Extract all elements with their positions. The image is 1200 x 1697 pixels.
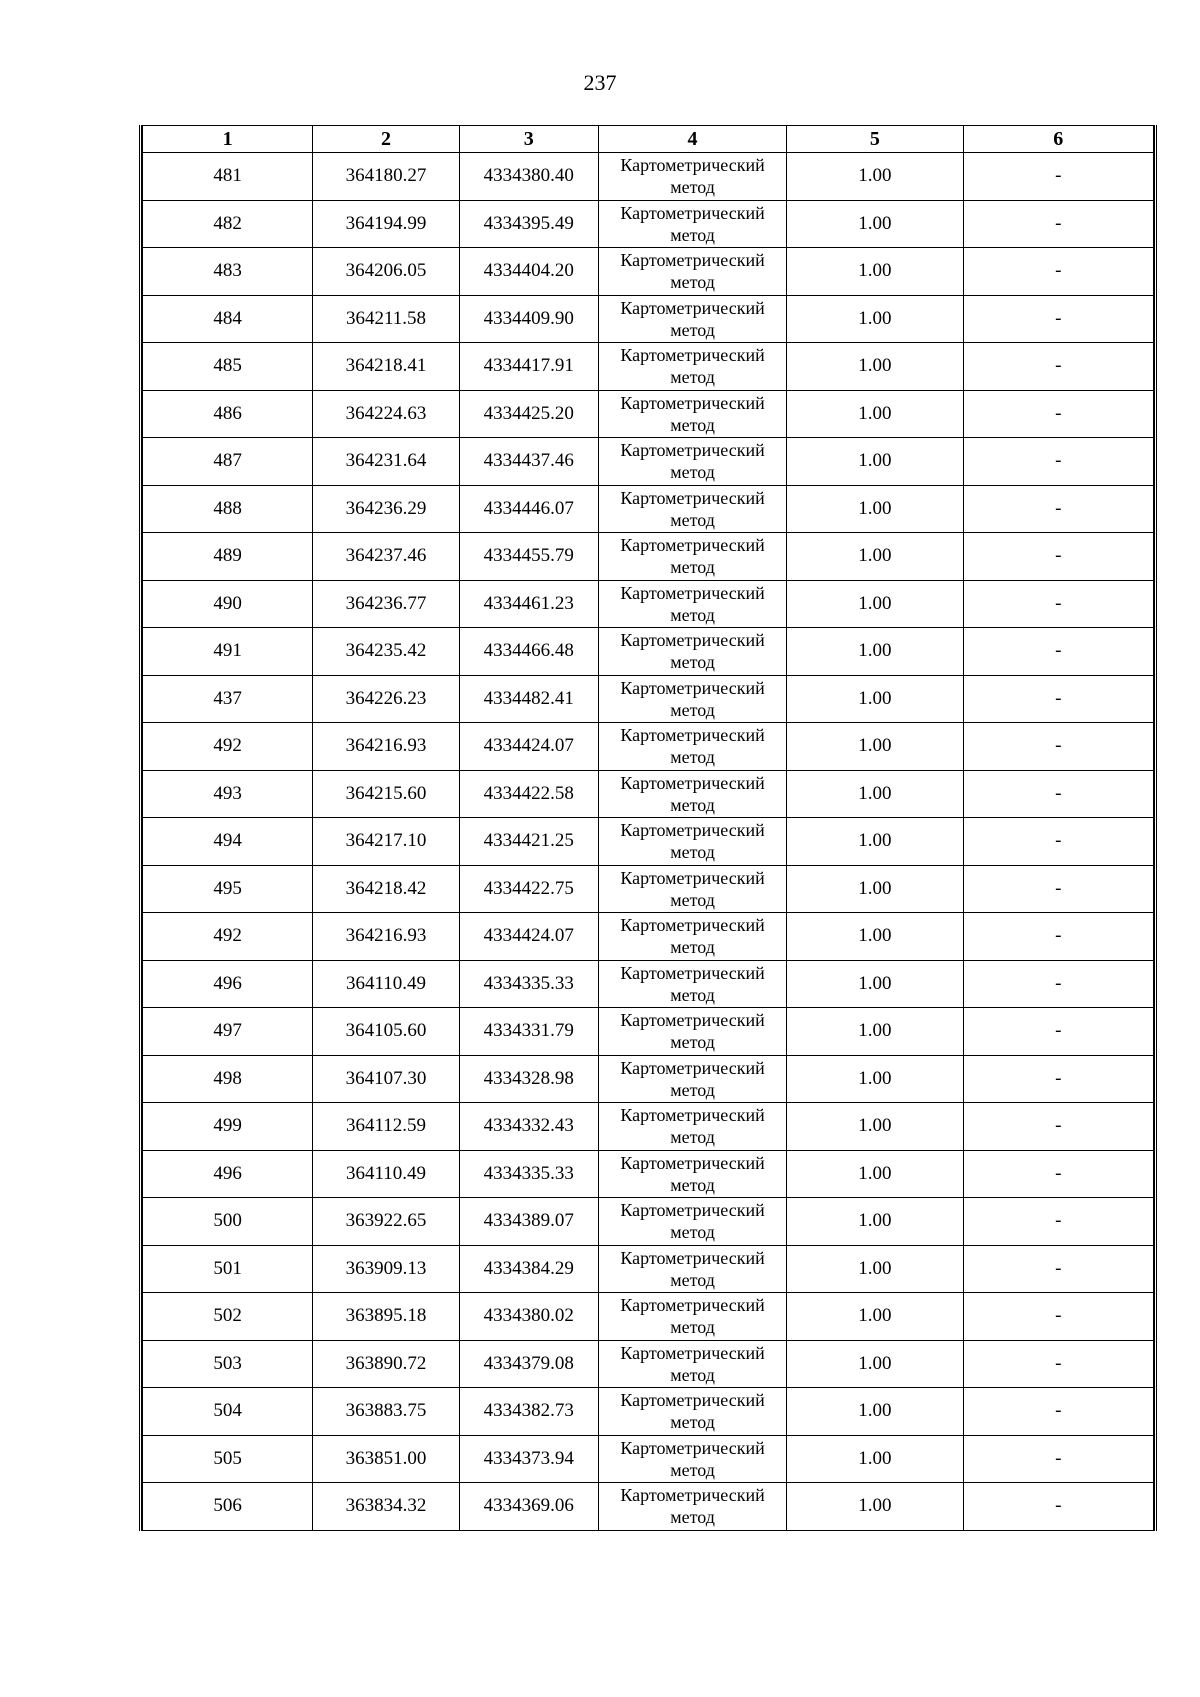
table-row [143,1103,1154,1151]
point-number-cell: 506 [143,1483,313,1531]
method-line-2: метод [670,1222,715,1243]
table-row [143,770,1154,818]
note-cell: - [963,343,1153,391]
point-number-cell: 492 [143,723,313,771]
table-row [143,1340,1154,1388]
table-row [143,675,1154,723]
method-cell [598,438,786,486]
point-number-cell: 483 [143,248,313,296]
x-coordinate-cell: 364110.49 [313,1150,459,1198]
accuracy-cell: 1.00 [787,1388,963,1436]
note-cell: - [963,580,1153,628]
method-cell [598,770,786,818]
method-cell [598,248,786,296]
method-line-1: Картометрический [620,725,765,746]
method-line-1: Картометрический [620,1152,765,1173]
method-line-2: метод [670,1459,715,1480]
x-coordinate-cell: 364107.30 [313,1055,459,1103]
method-cell [598,153,786,201]
y-coordinate-cell: 4334379.08 [459,1340,598,1388]
method-line-2: метод [670,652,715,673]
accuracy-cell: 1.00 [787,1245,963,1293]
table-row [143,1150,1154,1198]
point-number-cell: 481 [143,153,313,201]
accuracy-cell: 1.00 [787,770,963,818]
y-coordinate-cell: 4334409.90 [459,295,598,343]
accuracy-cell: 1.00 [787,485,963,533]
point-number-cell: 437 [143,675,313,723]
x-coordinate-cell: 363895.18 [313,1293,459,1341]
note-cell: - [963,865,1153,913]
accuracy-cell: 1.00 [787,1008,963,1056]
point-number-cell: 501 [143,1245,313,1293]
method-line-2: метод [670,1174,715,1195]
method-line-1: Картометрический [620,630,765,651]
column-header-2: 2 [313,126,459,153]
note-cell: - [963,818,1153,866]
method-cell [598,865,786,913]
accuracy-cell: 1.00 [787,248,963,296]
note-cell: - [963,1055,1153,1103]
accuracy-cell: 1.00 [787,1198,963,1246]
method-cell [598,913,786,961]
table-row [143,533,1154,581]
note-cell: - [963,1293,1153,1341]
accuracy-cell: 1.00 [787,1340,963,1388]
accuracy-cell: 1.00 [787,865,963,913]
x-coordinate-cell: 364226.23 [313,675,459,723]
y-coordinate-cell: 4334395.49 [459,200,598,248]
method-line-1: Картометрический [620,440,765,461]
method-cell [598,1293,786,1341]
note-cell: - [963,1388,1153,1436]
x-coordinate-cell: 364236.29 [313,485,459,533]
method-cell [598,1483,786,1531]
accuracy-cell: 1.00 [787,1483,963,1531]
y-coordinate-cell: 4334384.29 [459,1245,598,1293]
method-cell [598,1008,786,1056]
table-row [143,390,1154,438]
coordinates-table [142,125,1154,1531]
method-line-1: Картометрический [620,250,765,271]
y-coordinate-cell: 4334404.20 [459,248,598,296]
column-header-3: 3 [459,126,598,153]
table-row [143,580,1154,628]
method-cell [598,485,786,533]
accuracy-cell: 1.00 [787,438,963,486]
method-line-1: Картометрический [620,202,765,223]
table-row [143,1483,1154,1531]
y-coordinate-cell: 4334422.58 [459,770,598,818]
method-cell [598,628,786,676]
method-line-1: Картометрический [620,1390,765,1411]
table-row [143,485,1154,533]
accuracy-cell: 1.00 [787,533,963,581]
accuracy-cell: 1.00 [787,295,963,343]
method-line-2: метод [670,557,715,578]
y-coordinate-cell: 4334446.07 [459,485,598,533]
table-header [143,126,1154,153]
method-line-2: метод [670,699,715,720]
table-row [143,1293,1154,1341]
x-coordinate-cell: 364206.05 [313,248,459,296]
y-coordinate-cell: 4334425.20 [459,390,598,438]
point-number-cell: 496 [143,1150,313,1198]
method-line-1: Картометрический [620,535,765,556]
note-cell: - [963,675,1153,723]
y-coordinate-cell: 4334424.07 [459,913,598,961]
x-coordinate-cell: 364237.46 [313,533,459,581]
method-cell [598,390,786,438]
method-line-1: Картометрический [620,582,765,603]
y-coordinate-cell: 4334461.23 [459,580,598,628]
method-cell [598,580,786,628]
method-line-2: метод [670,272,715,293]
point-number-cell: 504 [143,1388,313,1436]
point-number-cell: 489 [143,533,313,581]
x-coordinate-cell: 363922.65 [313,1198,459,1246]
method-line-2: метод [670,414,715,435]
y-coordinate-cell: 4334328.98 [459,1055,598,1103]
point-number-cell: 494 [143,818,313,866]
point-number-cell: 482 [143,200,313,248]
method-cell [598,675,786,723]
accuracy-cell: 1.00 [787,1150,963,1198]
point-number-cell: 487 [143,438,313,486]
method-line-1: Картометрический [620,1295,765,1316]
method-line-2: метод [670,889,715,910]
method-line-2: метод [670,1507,715,1528]
method-line-2: метод [670,1079,715,1100]
method-line-2: метод [670,794,715,815]
y-coordinate-cell: 4334421.25 [459,818,598,866]
method-cell [598,1150,786,1198]
x-coordinate-cell: 363890.72 [313,1340,459,1388]
accuracy-cell: 1.00 [787,1055,963,1103]
column-header-6: 6 [963,126,1153,153]
table-row [143,1055,1154,1103]
x-coordinate-cell: 363834.32 [313,1483,459,1531]
note-cell: - [963,295,1153,343]
point-number-cell: 486 [143,390,313,438]
method-line-2: метод [670,1127,715,1148]
method-cell [598,1103,786,1151]
method-line-2: метод [670,462,715,483]
y-coordinate-cell: 4334382.73 [459,1388,598,1436]
method-cell [598,960,786,1008]
table-row [143,818,1154,866]
method-line-1: Картометрический [620,1105,765,1126]
table-row [143,723,1154,771]
method-line-2: метод [670,319,715,340]
method-line-1: Картометрический [620,772,765,793]
method-line-2: метод [670,747,715,768]
point-number-cell: 503 [143,1340,313,1388]
point-number-cell: 505 [143,1435,313,1483]
x-coordinate-cell: 364112.59 [313,1103,459,1151]
method-line-2: метод [670,367,715,388]
x-coordinate-cell: 364216.93 [313,723,459,771]
method-line-1: Картометрический [620,1485,765,1506]
method-line-1: Картометрический [620,962,765,983]
method-line-2: метод [670,1269,715,1290]
point-number-cell: 497 [143,1008,313,1056]
y-coordinate-cell: 4334332.43 [459,1103,598,1151]
method-cell [598,723,786,771]
x-coordinate-cell: 364215.60 [313,770,459,818]
y-coordinate-cell: 4334373.94 [459,1435,598,1483]
table-row [143,628,1154,676]
point-number-cell: 499 [143,1103,313,1151]
x-coordinate-cell: 364231.64 [313,438,459,486]
accuracy-cell: 1.00 [787,960,963,1008]
point-number-cell: 502 [143,1293,313,1341]
method-line-2: метод [670,177,715,198]
y-coordinate-cell: 4334331.79 [459,1008,598,1056]
note-cell: - [963,1245,1153,1293]
method-line-2: метод [670,937,715,958]
method-cell [598,1055,786,1103]
table-row [143,1435,1154,1483]
y-coordinate-cell: 4334424.07 [459,723,598,771]
method-line-1: Картометрический [620,820,765,841]
method-line-2: метод [670,1317,715,1338]
x-coordinate-cell: 364194.99 [313,200,459,248]
method-line-1: Картометрический [620,915,765,936]
y-coordinate-cell: 4334437.46 [459,438,598,486]
table-row [143,438,1154,486]
table-row [143,1198,1154,1246]
accuracy-cell: 1.00 [787,580,963,628]
note-cell: - [963,913,1153,961]
x-coordinate-cell: 364110.49 [313,960,459,1008]
note-cell: - [963,1103,1153,1151]
x-coordinate-cell: 364216.93 [313,913,459,961]
method-line-1: Картометрический [620,392,765,413]
header-row [143,126,1154,153]
x-coordinate-cell: 364180.27 [313,153,459,201]
method-line-1: Картометрический [620,1010,765,1031]
method-line-1: Картометрический [620,1342,765,1363]
table-row [143,1388,1154,1436]
y-coordinate-cell: 4334417.91 [459,343,598,391]
method-line-2: метод [670,1364,715,1385]
accuracy-cell: 1.00 [787,913,963,961]
accuracy-cell: 1.00 [787,390,963,438]
table-row [143,865,1154,913]
note-cell: - [963,1008,1153,1056]
point-number-cell: 491 [143,628,313,676]
y-coordinate-cell: 4334482.41 [459,675,598,723]
accuracy-cell: 1.00 [787,818,963,866]
note-cell: - [963,1483,1153,1531]
x-coordinate-cell: 364218.42 [313,865,459,913]
point-number-cell: 484 [143,295,313,343]
y-coordinate-cell: 4334389.07 [459,1198,598,1246]
coordinates-table-frame [139,125,1157,1531]
x-coordinate-cell: 364218.41 [313,343,459,391]
note-cell: - [963,960,1153,1008]
column-header-5: 5 [787,126,963,153]
method-line-1: Картометрический [620,487,765,508]
point-number-cell: 498 [143,1055,313,1103]
point-number-cell: 500 [143,1198,313,1246]
note-cell: - [963,485,1153,533]
note-cell: - [963,200,1153,248]
accuracy-cell: 1.00 [787,153,963,201]
method-line-1: Картометрический [620,1200,765,1221]
method-cell [598,1435,786,1483]
method-cell [598,1388,786,1436]
page-number: 237 [583,70,617,95]
table-row [143,295,1154,343]
table-row [143,960,1154,1008]
point-number-cell: 496 [143,960,313,1008]
table-row [143,343,1154,391]
method-line-2: метод [670,1032,715,1053]
x-coordinate-cell: 364211.58 [313,295,459,343]
method-cell [598,818,786,866]
method-cell [598,295,786,343]
note-cell: - [963,390,1153,438]
note-cell: - [963,438,1153,486]
accuracy-cell: 1.00 [787,200,963,248]
note-cell: - [963,1435,1153,1483]
table-row [143,1245,1154,1293]
y-coordinate-cell: 4334466.48 [459,628,598,676]
note-cell: - [963,1150,1153,1198]
method-line-2: метод [670,224,715,245]
method-cell [598,1340,786,1388]
accuracy-cell: 1.00 [787,343,963,391]
table-row [143,153,1154,201]
accuracy-cell: 1.00 [787,628,963,676]
y-coordinate-cell: 4334422.75 [459,865,598,913]
point-number-cell: 490 [143,580,313,628]
x-coordinate-cell: 364236.77 [313,580,459,628]
method-cell [598,200,786,248]
x-coordinate-cell: 364105.60 [313,1008,459,1056]
method-line-1: Картометрический [620,1437,765,1458]
method-cell [598,1245,786,1293]
method-line-1: Картометрический [620,1247,765,1268]
table-row [143,913,1154,961]
point-number-cell: 485 [143,343,313,391]
note-cell: - [963,248,1153,296]
method-line-1: Картометрический [620,297,765,318]
y-coordinate-cell: 4334455.79 [459,533,598,581]
note-cell: - [963,1340,1153,1388]
note-cell: - [963,723,1153,771]
method-line-2: метод [670,509,715,530]
note-cell: - [963,153,1153,201]
note-cell: - [963,1198,1153,1246]
table-row [143,248,1154,296]
note-cell: - [963,628,1153,676]
y-coordinate-cell: 4334380.02 [459,1293,598,1341]
x-coordinate-cell: 364235.42 [313,628,459,676]
method-line-2: метод [670,604,715,625]
y-coordinate-cell: 4334335.33 [459,960,598,1008]
accuracy-cell: 1.00 [787,723,963,771]
x-coordinate-cell: 364224.63 [313,390,459,438]
method-cell [598,533,786,581]
point-number-cell: 493 [143,770,313,818]
accuracy-cell: 1.00 [787,1435,963,1483]
column-header-4: 4 [598,126,786,153]
note-cell: - [963,533,1153,581]
accuracy-cell: 1.00 [787,675,963,723]
x-coordinate-cell: 363909.13 [313,1245,459,1293]
method-line-1: Картометрический [620,1057,765,1078]
table-row [143,1008,1154,1056]
method-line-2: метод [670,1412,715,1433]
method-line-1: Картометрический [620,677,765,698]
point-number-cell: 495 [143,865,313,913]
y-coordinate-cell: 4334380.40 [459,153,598,201]
method-cell [598,1198,786,1246]
method-line-1: Картометрический [620,345,765,366]
point-number-cell: 488 [143,485,313,533]
method-line-2: метод [670,984,715,1005]
column-header-1: 1 [143,126,313,153]
note-cell: - [963,770,1153,818]
x-coordinate-cell: 363851.00 [313,1435,459,1483]
method-line-2: метод [670,842,715,863]
y-coordinate-cell: 4334335.33 [459,1150,598,1198]
accuracy-cell: 1.00 [787,1103,963,1151]
x-coordinate-cell: 363883.75 [313,1388,459,1436]
method-cell [598,343,786,391]
point-number-cell: 492 [143,913,313,961]
table-body [143,153,1154,1531]
accuracy-cell: 1.00 [787,1293,963,1341]
table-row [143,200,1154,248]
y-coordinate-cell: 4334369.06 [459,1483,598,1531]
method-line-1: Картометрический [620,155,765,176]
x-coordinate-cell: 364217.10 [313,818,459,866]
method-line-1: Картометрический [620,867,765,888]
